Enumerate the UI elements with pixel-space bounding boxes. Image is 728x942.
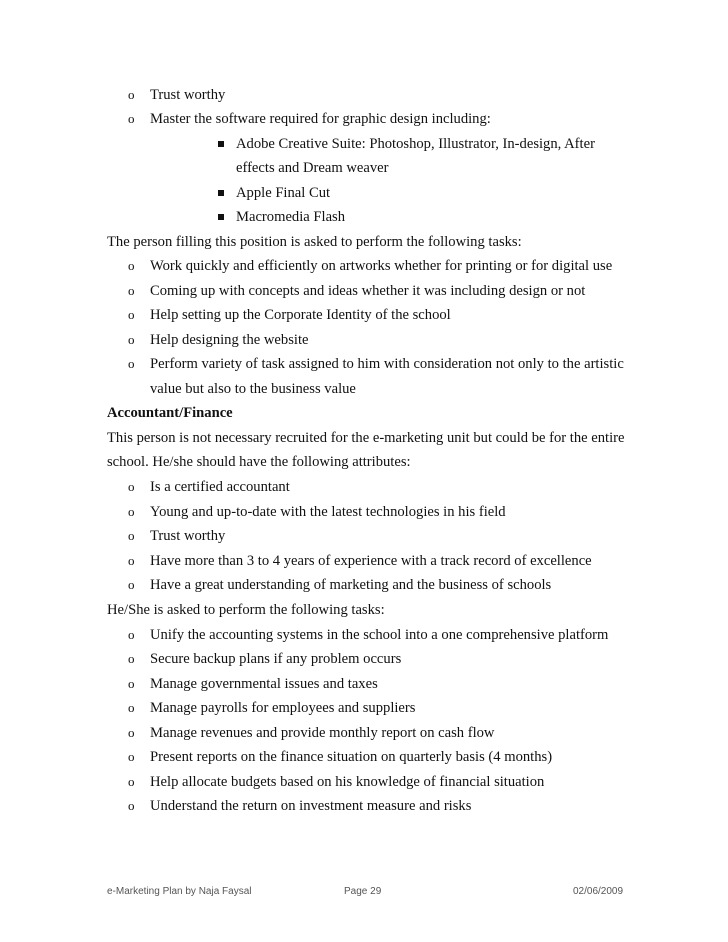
list-item: Master the software required for graphic design including: [150,111,491,127]
list-bullet: o [128,577,135,592]
list-bullet: o [128,479,135,494]
list-bullet: o [128,332,135,347]
list-bullet: o [128,504,135,519]
footer-left: e-Marketing Plan by Naja Faysal [107,886,252,897]
square-bullet-icon [218,190,224,196]
list-bullet: o [128,307,135,322]
list-item: Help setting up the Corporate Identity of the school [150,307,451,323]
list-item: Help designing the website [150,332,309,348]
list-bullet: o [128,774,135,789]
list-bullet: o [128,725,135,740]
tasks-intro: He/She is asked to perform the following tasks: [107,602,385,618]
paragraph-line: This person is not necessary recruited for the e-marketing unit but could be for the entire [107,430,625,446]
list-item: Manage payrolls for employees and suppliers [150,700,416,716]
footer-date: 02/06/2009 [573,886,624,897]
square-bullet-icon [218,141,224,147]
list-item: Trust worthy [150,528,226,544]
list-item: Unify the accounting systems in the school into a one comprehensive platform [150,627,609,643]
list-item: Perform variety of task assigned to him with consideration not only to the artistic [150,356,624,372]
list-bullet: o [128,528,135,543]
list-item: Work quickly and efficiently on artworks whether for printing or for digital use [150,258,613,274]
list-item: Understand the return on investment measure and risks [150,798,472,814]
list-bullet: o [128,356,135,371]
list-item: Is a certified accountant [150,479,290,495]
section-heading: Accountant/Finance [107,405,233,421]
footer-page-number: Page 29 [344,886,382,897]
software-item: Macromedia Flash [236,209,346,225]
software-item: Apple Final Cut [236,185,331,201]
list-bullet: o [128,627,135,642]
list-bullet: o [128,749,135,764]
list-item: Secure backup plans if any problem occurs [150,651,402,667]
paragraph-line: school. He/she should have the following attributes: [107,454,411,470]
list-bullet: o [128,553,135,568]
list-bullet: o [128,798,135,813]
software-item: Adobe Creative Suite: Photoshop, Illustrator, In-design, After [236,136,595,152]
square-bullet-icon [218,214,224,220]
list-item: Have a great understanding of marketing and the business of schools [150,577,552,593]
list-item: Coming up with concepts and ideas whether it was including design or not [150,283,586,299]
software-item-continued: effects and Dream weaver [236,160,389,176]
list-bullet: o [128,258,135,273]
list-bullet: o [128,87,135,102]
list-item: Help allocate budgets based on his knowledge of financial situation [150,774,545,790]
list-bullet: o [128,700,135,715]
list-item: Manage governmental issues and taxes [150,676,378,692]
list-bullet: o [128,111,135,126]
list-bullet: o [128,676,135,691]
list-item: Have more than 3 to 4 years of experience with a track record of excellence [150,553,592,569]
list-item: Present reports on the finance situation on quarterly basis (4 months) [150,749,553,765]
list-item: Trust worthy [150,87,226,103]
tasks-intro: The person filling this position is asked to perform the following tasks: [107,234,522,250]
list-item: Manage revenues and provide monthly report on cash flow [150,725,495,741]
list-item: Young and up-to-date with the latest technologies in his field [150,504,506,520]
list-item-continued: value but also to the business value [150,381,356,397]
list-bullet: o [128,283,135,298]
list-bullet: o [128,651,135,666]
